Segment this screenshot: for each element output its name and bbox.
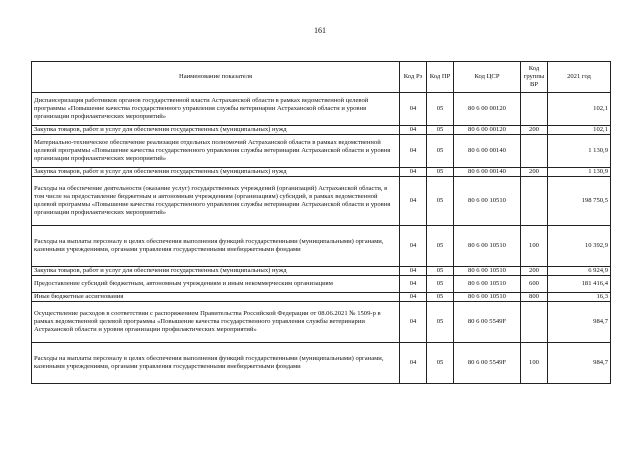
row-pr: 05: [427, 302, 454, 343]
row-csr: 80 6 00 10510: [454, 177, 521, 226]
row-amount: 984,7: [548, 343, 611, 384]
table-row: [32, 126, 611, 135]
row-vr: 800: [521, 293, 548, 302]
row-pr: 05: [427, 135, 454, 168]
row-vr: 200: [521, 267, 548, 276]
table-row: [32, 93, 611, 126]
row-csr: 80 6 00 00120: [454, 93, 521, 126]
row-rz: 04: [400, 126, 427, 135]
row-name: Закупка товаров, работ и услуг для обеспечения государственных (муниципальных) нужд: [32, 267, 400, 276]
table-row: [32, 226, 611, 267]
row-csr: 80 6 00 10510: [454, 293, 521, 302]
row-name: Расходы на выплаты персоналу в целях обеспечения выполнения функций государственными (муниципальными) органами, казенными учреждениями, органами управления государственными внебюджетными фондами: [32, 343, 400, 384]
table-row: [32, 177, 611, 226]
row-rz: 04: [400, 276, 427, 293]
row-pr: 05: [427, 267, 454, 276]
row-amount: 6 924,9: [548, 267, 611, 276]
row-vr: [521, 135, 548, 168]
row-rz: 04: [400, 177, 427, 226]
row-amount: 181 416,4: [548, 276, 611, 293]
row-rz: 04: [400, 226, 427, 267]
row-pr: 05: [427, 177, 454, 226]
row-name: Закупка товаров, работ и услуг для обеспечения государственных (муниципальных) нужд: [32, 168, 400, 177]
row-csr: 80 6 00 00140: [454, 168, 521, 177]
row-rz: 04: [400, 302, 427, 343]
row-pr: 05: [427, 343, 454, 384]
budget-table: [31, 61, 611, 384]
table-row: [32, 168, 611, 177]
table-row: [32, 293, 611, 302]
row-amount: 984,7: [548, 302, 611, 343]
row-name: Иные бюджетные ассигнования: [32, 293, 400, 302]
row-vr: 100: [521, 343, 548, 384]
header-pr: Код ПР: [427, 62, 454, 93]
row-csr: 80 6 00 10510: [454, 267, 521, 276]
row-amount: 1 130,9: [548, 135, 611, 168]
row-amount: 102,1: [548, 93, 611, 126]
row-vr: [521, 177, 548, 226]
row-rz: 04: [400, 135, 427, 168]
row-vr: [521, 302, 548, 343]
row-pr: 05: [427, 293, 454, 302]
row-amount: 1 130,9: [548, 168, 611, 177]
row-pr: 05: [427, 168, 454, 177]
page-number: 161: [314, 26, 326, 35]
header-rz: Код Рз: [400, 62, 427, 93]
row-vr: 100: [521, 226, 548, 267]
table-header-row: [32, 62, 611, 93]
row-csr: 80 6 00 5549F: [454, 302, 521, 343]
row-pr: 05: [427, 276, 454, 293]
row-name: Предоставление субсидий бюджетным, автономным учреждениям и иным некоммерческим организациям: [32, 276, 400, 293]
row-name: Расходы на обеспечение деятельности (оказание услуг) государственных учреждений (организаций) Астраханской области, в том числе на предоставление бюджетным и автономным учреждениям (организациям) субсидий, в рамках ведомственной целевой программы «Повышение качества государственного управления службы ветеринарии Астраханской области и уровня организации профилактических мероприятий»: [32, 177, 400, 226]
row-vr: 200: [521, 126, 548, 135]
row-pr: 05: [427, 126, 454, 135]
table-row: [32, 302, 611, 343]
row-rz: 04: [400, 293, 427, 302]
row-rz: 04: [400, 93, 427, 126]
row-rz: 04: [400, 343, 427, 384]
row-amount: 198 750,5: [548, 177, 611, 226]
row-csr: 80 6 00 00140: [454, 135, 521, 168]
row-rz: 04: [400, 267, 427, 276]
table-row: [32, 267, 611, 276]
header-name: Наименование показателя: [32, 62, 400, 93]
row-name: Материально-техническое обеспечение реализации отдельных полномочий Астраханской области в рамках ведомственной целевой программы «Повышение качества государственного управления службы ветеринарии Астраханской области и уровня организации профилактических мероприятий»: [32, 135, 400, 168]
row-vr: 200: [521, 168, 548, 177]
row-vr: [521, 93, 548, 126]
row-name: Диспансеризация работников органов государственной власти Астраханской области в рамках ведомственной целевой программы «Повышение качества государственного управления службы ветеринарии Астраханской области и уровня организации профилактических мероприятий»: [32, 93, 400, 126]
row-name: Расходы на выплаты персоналу в целях обеспечения выполнения функций государственными (муниципальными) органами, казенными учреждениями, органами управления государственными внебюджетными фондами: [32, 226, 400, 267]
row-amount: 10 392,9: [548, 226, 611, 267]
row-csr: 80 6 00 5549F: [454, 343, 521, 384]
row-rz: 04: [400, 168, 427, 177]
row-name: Осуществление расходов в соответствии с распоряжением Правительства Российской Федерации от 08.06.2021 № 1509-р в рамках ведомственной целевой программы «Повышение качества государственного управления службы ветеринарии Астраханской области и уровня организации профилактических мероприятий»: [32, 302, 400, 343]
row-name: Закупка товаров, работ и услуг для обеспечения государственных (муниципальных) нужд: [32, 126, 400, 135]
row-csr: 80 6 00 10510: [454, 276, 521, 293]
row-csr: 80 6 00 00120: [454, 126, 521, 135]
row-amount: 16,3: [548, 293, 611, 302]
table-row: [32, 135, 611, 168]
row-csr: 80 6 00 10510: [454, 226, 521, 267]
row-vr: 600: [521, 276, 548, 293]
header-vr: Код группы ВР: [521, 62, 548, 93]
row-amount: 102,1: [548, 126, 611, 135]
header-csr: Код ЦСР: [454, 62, 521, 93]
header-year-2021: 2021 год: [548, 62, 611, 93]
row-pr: 05: [427, 226, 454, 267]
table-row: [32, 276, 611, 293]
table-row: [32, 343, 611, 384]
row-pr: 05: [427, 93, 454, 126]
